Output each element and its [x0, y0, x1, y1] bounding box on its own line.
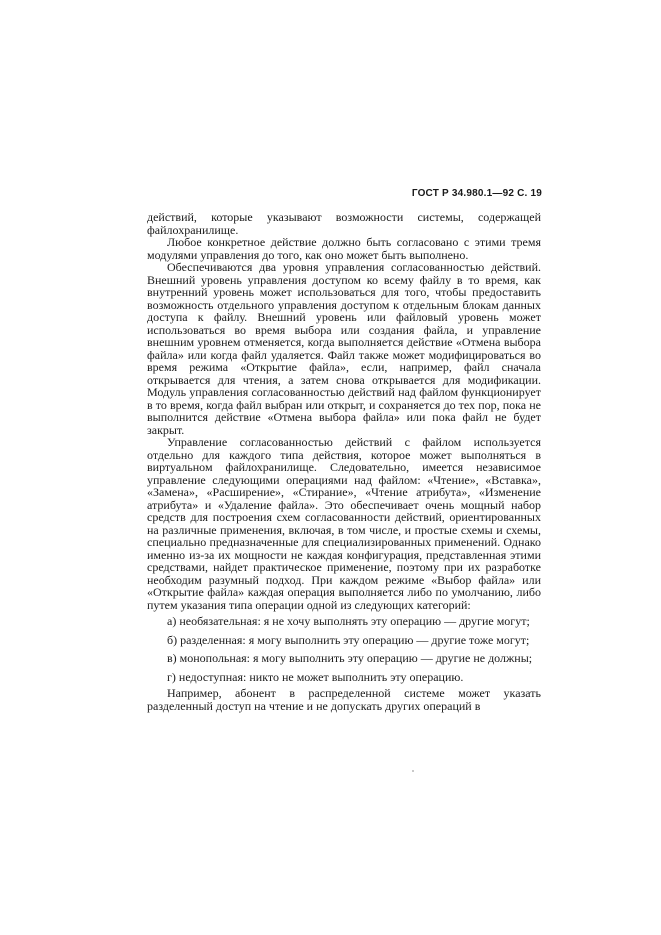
page-header: ГОСТ Р 34.980.1—92 С. 19: [411, 188, 542, 199]
scan-speck: [412, 770, 414, 772]
list-item: в) монопольная: я могу выполнить эту операцию — другие не должны;: [167, 651, 533, 665]
paragraph: Управление согласованностью действий с файлом используется отдельно для каждого типа действия, которое может выполняться в виртуальном файлохранилище. Следовательно, имеется независимое управление следующими операциями над файлом: «Чтение», «Вставка», «Замена», «Расширение», «Стирание», «Чтение атрибута», «Изменение атрибута» и «Удаление файла». Это обеспечивает очень мощный набор средств для построения схем согласованности действий, ориентированных на различные применения, включая, в том числе, и простые схемы и схемы, специально предназначенные для специализированных применений. Однако именно из-за их мощности не каждая конфигурация, представленная этими средствами, найдет практическое применение, поэтому при их разработке необходим разумный подход. При каждом режиме «Выбор файла» или «Открытие файла» каждая операция выполняется либо по умолчанию, либо путем указания типа операции одной из следующих категорий:: [147, 435, 541, 612]
list-item: г) недоступная: никто не может выполнить эту операцию.: [167, 669, 464, 684]
paragraph: Обеспечиваются два уровня управления согласованностью действий. Внешний уровень управления доступом ко всему файлу в то время, как внутренний уровень может использоваться для того, чтобы предоставить возможность отдельного управления доступом к отдельным блокам данных доступа к файлу. Внешний уровень или файловый уровень может использоваться во время выбора или создания файла, и управление внешним уровнем отменяется, когда выполняется действие «Отмена выбора файла» или когда файл удаляется. Файл также может модифицироваться во время режима «Открытие файла», если, например, файл сначала открывается для чтения, а затем снова открывается для модификации. Модуль управления согласованностью действий над файлом функционирует в то время, когда файл выбран или открыт, и сохраняется до тех пор, пока не выполнится действие «Отмена выбора файла» или пока файл не будет закрыт.: [147, 260, 541, 437]
list-item: а) необязательная: я не хочу выполнять эту операцию — другие могут;: [167, 614, 530, 628]
body-text: [147, 211, 541, 712]
list-item: б) разделенная: я могу выполнить эту операцию — другие тоже могут;: [167, 632, 530, 647]
paragraph: Любое конкретное действие должно быть согласовано с этими тремя модулями управления до того, как оно может быть выполнено.: [147, 235, 541, 262]
paragraph: действий, которые указывают возможности системы, содержащей файлохранилище.: [147, 210, 541, 237]
paragraph: Например, абонент в распределенной системе может указать разделенный доступ на чтение и не допускать других операций в: [147, 686, 541, 713]
